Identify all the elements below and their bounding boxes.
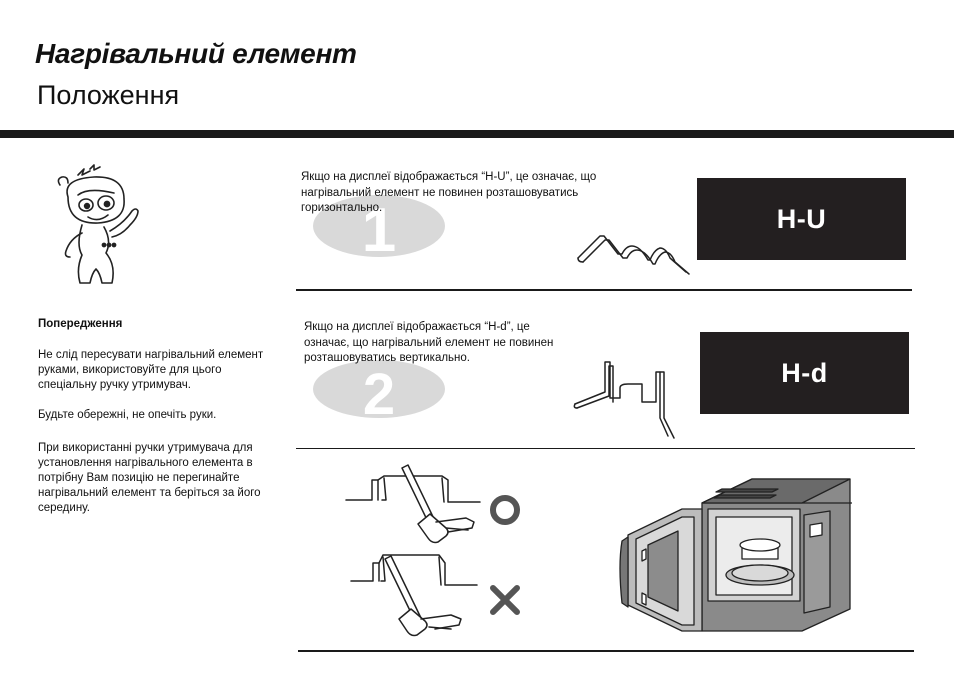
section-divider-3 <box>298 650 914 652</box>
warning-paragraph-3: При використанні ручки утримувача для установлення нагрівального елемента в потрібну Вам позицію не перегинайте нагрівальний елемент та беріться за його середину. <box>38 442 261 514</box>
header-rule <box>0 130 954 138</box>
warning-title: Попередження <box>38 318 123 330</box>
section-divider-1 <box>296 289 912 291</box>
display-h-d: H-d <box>700 332 909 414</box>
step-2-text: Якщо на дисплеї відображається “H-d”, це означає, що нагрівальний елемент не повинен розташовуватись вертикально. <box>304 321 554 364</box>
page-subtitle: Положення <box>37 80 180 110</box>
correct-grip-illustration <box>344 460 484 545</box>
step-2-number: 2 <box>362 362 396 418</box>
step-2-number-badge <box>313 360 445 418</box>
warning-paragraph-2: Будьте обережні, не опечіть руки. <box>38 409 217 421</box>
heater-horizontal-illustration <box>575 230 690 275</box>
cross-x-icon <box>488 583 522 617</box>
incorrect-grip-illustration <box>349 545 484 637</box>
mascot-illustration <box>38 155 158 290</box>
microwave-oven-illustration <box>618 475 853 635</box>
circle-o-icon <box>488 493 522 527</box>
section-divider-2 <box>296 448 915 449</box>
heater-vertical-illustration <box>572 360 684 440</box>
warning-paragraph-1: Не слід пересувати нагрівальний елемент руками, використовуйте для цього спеціальну ручку утримувач. <box>38 349 264 391</box>
page-title: Нагрівальний елемент <box>35 38 357 69</box>
display-h-u: H-U <box>697 178 906 260</box>
step-1-text: Якщо на дисплеї відображається “H-U”, це означає, що нагрівальний елемент не повинен розташовуватись горизонтально. <box>301 171 597 214</box>
step-1-number: 1 <box>361 196 397 257</box>
